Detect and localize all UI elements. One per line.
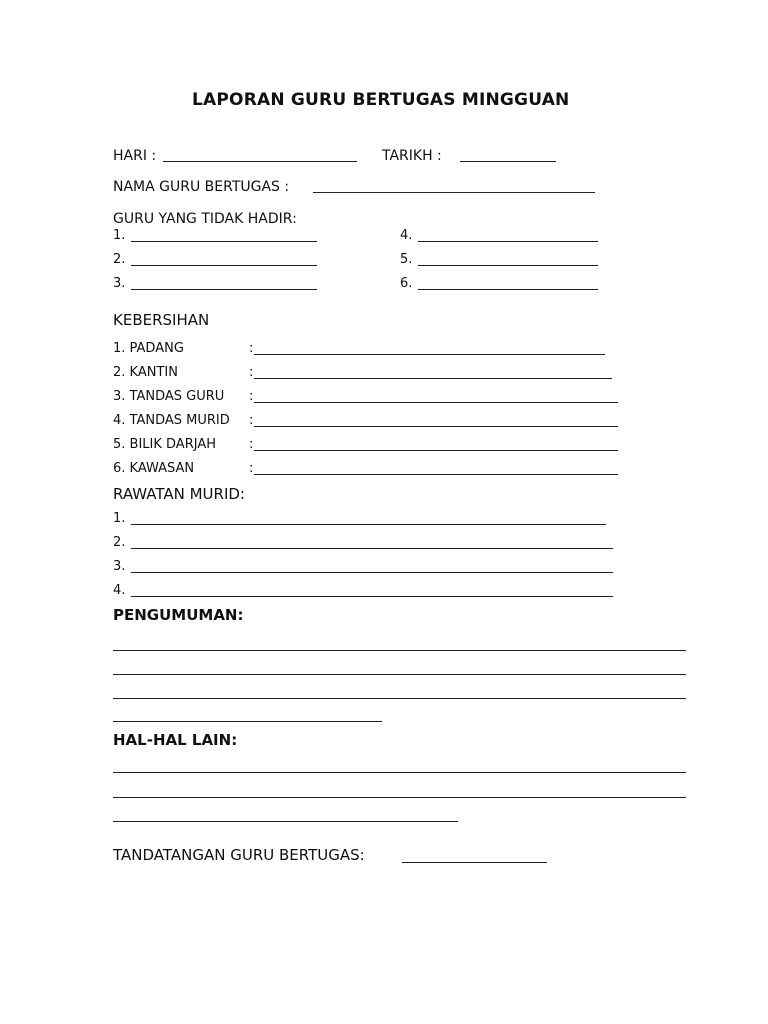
kebersihan-colon: : [249, 461, 254, 476]
rawatan-num-2: 2. [113, 535, 126, 550]
pengumuman-line-1[interactable] [113, 650, 686, 651]
kebersihan-colon: : [249, 341, 254, 356]
kebersihan-item-kawasan: 6. KAWASAN [113, 461, 195, 476]
nama-guru-label: NAMA GURU BERTUGAS : [113, 179, 290, 195]
kebersihan-colon: : [249, 365, 254, 380]
rawatan-blank-1[interactable] [131, 524, 606, 525]
tarikh-blank[interactable] [460, 161, 556, 162]
absent-num-1: 1. [113, 228, 126, 243]
kebersihan-colon: : [249, 389, 254, 404]
rawatan-heading: RAWATAN MURID: [113, 485, 245, 503]
absent-blank-4[interactable] [418, 241, 598, 242]
kebersihan-colon: : [249, 437, 254, 452]
kebersihan-item-tandas-murid: 4. TANDAS MURID [113, 413, 230, 428]
kebersihan-blank-tandas-murid[interactable] [254, 426, 618, 427]
page-title: LAPORAN GURU BERTUGAS MINGGUAN [192, 90, 570, 110]
absent-num-2: 2. [113, 252, 126, 267]
hal-lain-heading: HAL-HAL LAIN: [113, 731, 238, 749]
pengumuman-line-4[interactable] [113, 721, 382, 722]
nama-guru-blank[interactable] [313, 192, 595, 193]
tarikh-label: TARIKH : [382, 148, 442, 164]
tandatangan-label: TANDATANGAN GURU BERTUGAS: [113, 846, 365, 864]
absent-num-5: 5. [400, 252, 413, 267]
rawatan-num-1: 1. [113, 511, 126, 526]
kebersihan-item-tandas-guru: 3. TANDAS GURU [113, 389, 225, 404]
hal-lain-line-1[interactable] [113, 772, 686, 773]
kebersihan-blank-bilik-darjah[interactable] [254, 450, 618, 451]
kebersihan-colon: : [249, 413, 254, 428]
absent-num-6: 6. [400, 276, 413, 291]
absent-heading: GURU YANG TIDAK HADIR: [113, 211, 297, 227]
rawatan-num-3: 3. [113, 559, 126, 574]
hari-blank[interactable] [163, 161, 357, 162]
kebersihan-item-bilik-darjah: 5. BILIK DARJAH [113, 437, 217, 452]
tandatangan-blank[interactable] [402, 862, 547, 863]
rawatan-blank-3[interactable] [131, 572, 613, 573]
rawatan-num-4: 4. [113, 583, 126, 598]
absent-num-4: 4. [400, 228, 413, 243]
pengumuman-line-3[interactable] [113, 698, 686, 699]
absent-blank-5[interactable] [418, 265, 598, 266]
rawatan-blank-4[interactable] [131, 596, 613, 597]
absent-blank-3[interactable] [131, 289, 317, 290]
kebersihan-blank-kantin[interactable] [254, 378, 612, 379]
pengumuman-line-2[interactable] [113, 674, 686, 675]
kebersihan-item-padang: 1. PADANG [113, 341, 184, 356]
absent-blank-2[interactable] [131, 265, 317, 266]
kebersihan-blank-kawasan[interactable] [254, 474, 618, 475]
kebersihan-heading: KEBERSIHAN [113, 311, 210, 329]
rawatan-blank-2[interactable] [131, 548, 613, 549]
hal-lain-line-2[interactable] [113, 797, 686, 798]
absent-blank-6[interactable] [418, 289, 598, 290]
pengumuman-heading: PENGUMUMAN: [113, 606, 244, 624]
absent-num-3: 3. [113, 276, 126, 291]
kebersihan-item-kantin: 2. KANTIN [113, 365, 178, 380]
hari-label: HARI : [113, 148, 157, 164]
kebersihan-blank-tandas-guru[interactable] [254, 402, 618, 403]
hal-lain-line-3[interactable] [113, 821, 458, 822]
kebersihan-blank-padang[interactable] [254, 354, 605, 355]
absent-blank-1[interactable] [131, 241, 317, 242]
